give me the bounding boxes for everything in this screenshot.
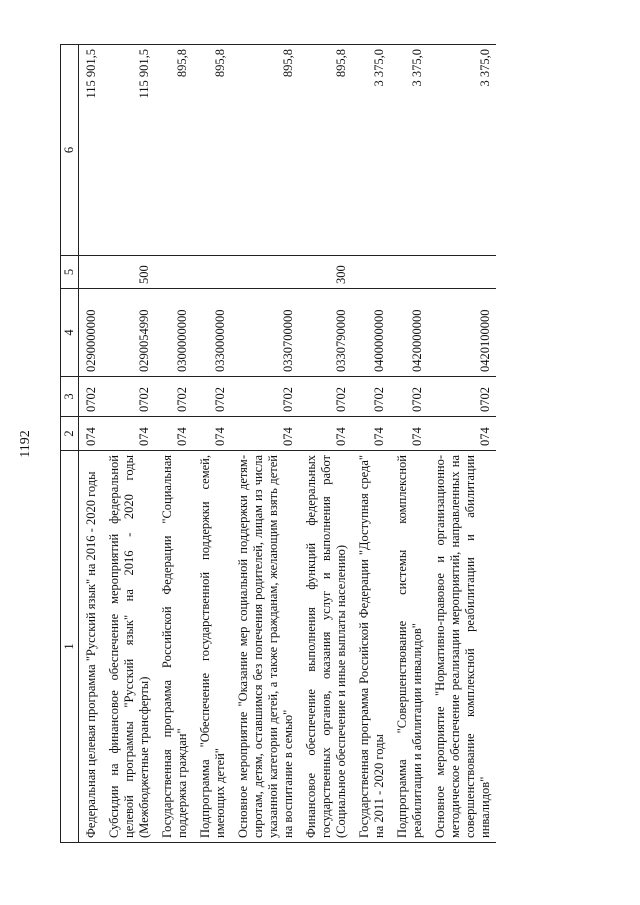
ministry-code: 074 bbox=[79, 417, 103, 451]
section-code: 0702 bbox=[155, 377, 193, 417]
table-row bbox=[193, 45, 231, 843]
col-header-6: 6 bbox=[61, 45, 79, 256]
item-name: Государственная программа Российской Федерации "Социальная поддержка граждан" bbox=[155, 451, 193, 843]
ministry-code: 074 bbox=[390, 417, 428, 451]
target-article-code: 0400000000 bbox=[352, 289, 390, 377]
expense-type-code bbox=[79, 256, 103, 289]
section-code: 0702 bbox=[102, 377, 155, 417]
section-code: 0702 bbox=[231, 377, 299, 417]
expense-type-code: 500 bbox=[102, 256, 155, 289]
target-article-code: 0300000000 bbox=[155, 289, 193, 377]
amount: 895,8 bbox=[193, 45, 231, 256]
expense-type-code bbox=[390, 256, 428, 289]
item-name: Федеральная целевая программа "Русский язык" на 2016 - 2020 годы bbox=[79, 451, 103, 843]
item-name: Подпрограмма "Обеспечение государственной поддержки семей, имеющих детей" bbox=[193, 451, 231, 843]
section-code: 0702 bbox=[428, 377, 496, 417]
ministry-code: 074 bbox=[299, 417, 352, 451]
ministry-code: 074 bbox=[193, 417, 231, 451]
ministry-code: 074 bbox=[102, 417, 155, 451]
item-name: Государственная программа Российской Федерации "Доступная среда" на 2011 - 2020 годы bbox=[352, 451, 390, 843]
section-code: 0702 bbox=[299, 377, 352, 417]
ministry-code: 074 bbox=[352, 417, 390, 451]
table-row bbox=[155, 45, 193, 843]
amount: 3 375,0 bbox=[390, 45, 428, 256]
amount: 115 901,5 bbox=[102, 45, 155, 256]
amount: 895,8 bbox=[299, 45, 352, 256]
expense-type-code bbox=[155, 256, 193, 289]
expense-type-code bbox=[352, 256, 390, 289]
expense-type-code bbox=[231, 256, 299, 289]
table-row bbox=[299, 45, 352, 843]
ministry-code: 074 bbox=[231, 417, 299, 451]
col-header-2: 2 bbox=[61, 417, 79, 451]
amount: 895,8 bbox=[231, 45, 299, 256]
col-header-3: 3 bbox=[61, 377, 79, 417]
table-row bbox=[102, 45, 155, 843]
target-article-code: 0330790000 bbox=[299, 289, 352, 377]
amount: 3 375,0 bbox=[352, 45, 390, 256]
target-article-code: 0420100000 bbox=[428, 289, 496, 377]
expense-type-code bbox=[428, 256, 496, 289]
header-row bbox=[61, 45, 79, 843]
target-article-code: 0290054990 bbox=[102, 289, 155, 377]
section-code: 0702 bbox=[390, 377, 428, 417]
section-code: 0702 bbox=[79, 377, 103, 417]
table-row bbox=[231, 45, 299, 843]
table-row bbox=[79, 45, 103, 843]
amount: 895,8 bbox=[155, 45, 193, 256]
item-name: Основное мероприятие "Нормативно-правовое и организационно-методическое обеспечение реализации мероприятий, направленных на совершенствование комплексной реабилитации и абилитации инвалидов" bbox=[428, 451, 496, 843]
target-article-code: 0290000000 bbox=[79, 289, 103, 377]
col-header-5: 5 bbox=[61, 256, 79, 289]
amount: 3 375,0 bbox=[428, 45, 496, 256]
target-article-code: 0420000000 bbox=[390, 289, 428, 377]
section-code: 0702 bbox=[193, 377, 231, 417]
expense-type-code bbox=[193, 256, 231, 289]
item-name: Основное мероприятие "Оказание мер социальной поддержки детям-сиротам, детям, оставшимся без попечения родителей, лицам из числа указанной категории детей, а также гражданам, желающим взять детей на воспитание в семью" bbox=[231, 451, 299, 843]
item-name: Подпрограмма "Совершенствование системы комплексной реабилитации и абилитации инвалидов" bbox=[390, 451, 428, 843]
table-row bbox=[352, 45, 390, 843]
budget-table bbox=[60, 44, 496, 843]
table-row bbox=[428, 45, 496, 843]
page-number: 1192 bbox=[18, 430, 33, 458]
ministry-code: 074 bbox=[155, 417, 193, 451]
item-name: Финансовое обеспечение выполнения функций федеральных государственных органов, оказания услуг и выполнения работ (Социальное обеспечение и иные выплаты населению) bbox=[299, 451, 352, 843]
amount: 115 901,5 bbox=[79, 45, 103, 256]
table-row bbox=[390, 45, 428, 843]
col-header-1: 1 bbox=[61, 451, 79, 843]
ministry-code: 074 bbox=[428, 417, 496, 451]
target-article-code: 0330700000 bbox=[231, 289, 299, 377]
section-code: 0702 bbox=[352, 377, 390, 417]
expense-type-code: 300 bbox=[299, 256, 352, 289]
target-article-code: 0330000000 bbox=[193, 289, 231, 377]
item-name: Субсидии на финансовое обеспечение мероприятий федеральной целевой программы "Русский язык" на 2016 - 2020 годы (Межбюджетные трансферты) bbox=[102, 451, 155, 843]
col-header-4: 4 bbox=[61, 289, 79, 377]
